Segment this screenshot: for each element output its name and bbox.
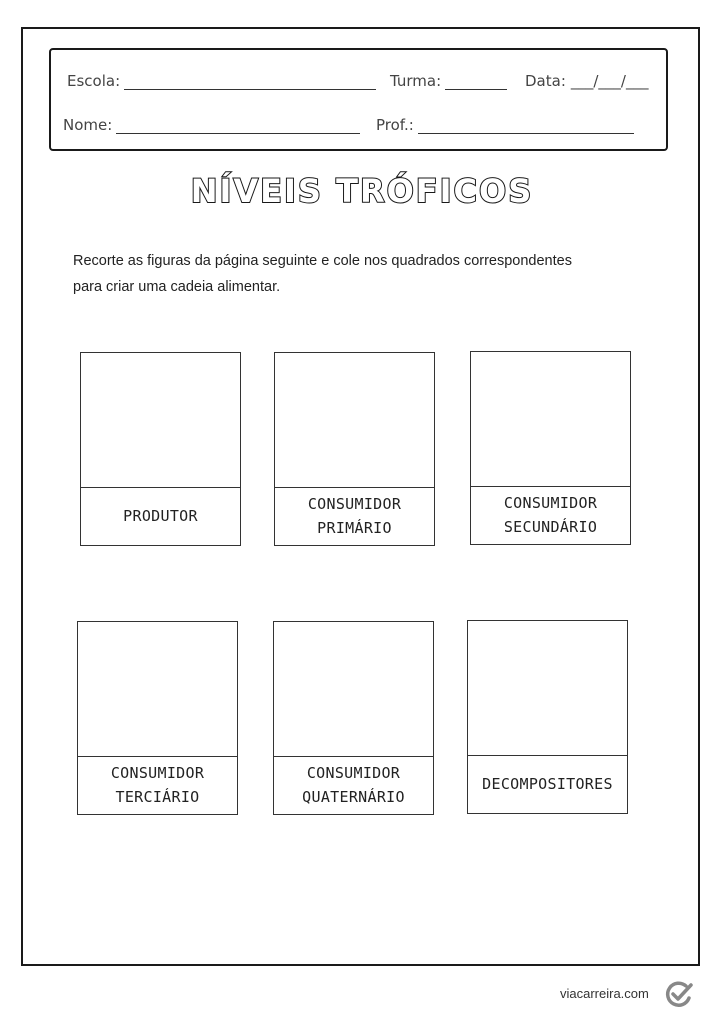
trophic-card-tertiary-consumer[interactable] bbox=[77, 621, 238, 815]
trophic-card-secondary-consumer[interactable] bbox=[470, 351, 631, 545]
teacher-label: Prof.: bbox=[376, 116, 414, 134]
trophic-card-decomposers[interactable] bbox=[467, 620, 628, 814]
name-label: Nome: bbox=[63, 116, 113, 134]
paste-area[interactable] bbox=[471, 352, 630, 487]
card-label: CONSUMIDOR QUATERNÁRIO bbox=[302, 764, 405, 806]
school-blank-line[interactable] bbox=[124, 75, 376, 90]
school-field[interactable] bbox=[67, 72, 376, 90]
class-field[interactable] bbox=[390, 72, 507, 90]
footer-brand-text: viacarreira.com bbox=[560, 986, 649, 1001]
card-label: CONSUMIDOR TERCIÁRIO bbox=[110, 764, 205, 806]
teacher-blank-line[interactable] bbox=[418, 119, 634, 134]
card-label: DECOMPOSITORES bbox=[482, 775, 613, 793]
header-form bbox=[49, 48, 668, 151]
date-field[interactable] bbox=[525, 72, 648, 90]
trophic-card-primary-consumer[interactable] bbox=[274, 352, 435, 546]
name-blank-line[interactable] bbox=[116, 119, 360, 134]
trophic-card-quaternary-consumer[interactable] bbox=[273, 621, 434, 815]
paste-area[interactable] bbox=[275, 353, 434, 488]
school-label: Escola: bbox=[67, 72, 121, 90]
paste-area[interactable] bbox=[81, 353, 240, 488]
card-label: PRODUTOR bbox=[123, 507, 198, 525]
teacher-field[interactable] bbox=[376, 116, 634, 134]
class-blank-line[interactable] bbox=[445, 75, 507, 90]
class-label: Turma: bbox=[390, 72, 442, 90]
trophic-card-producer[interactable] bbox=[80, 352, 241, 546]
paste-area[interactable] bbox=[274, 622, 433, 757]
paste-area[interactable] bbox=[468, 621, 627, 756]
page-title: NÍVEIS TRÓFICOS bbox=[190, 172, 534, 210]
checkmark-logo-icon bbox=[664, 979, 694, 1009]
card-label: CONSUMIDOR SECUNDÁRIO bbox=[503, 494, 598, 536]
date-label: Data: bbox=[525, 72, 566, 90]
paste-area[interactable] bbox=[78, 622, 237, 757]
name-field[interactable] bbox=[63, 116, 360, 134]
instructions-text: Recorte as figuras da página seguinte e cole nos quadrados correspondentes para criar uma cadeia alimentar. bbox=[73, 253, 572, 295]
card-label: CONSUMIDOR PRIMÁRIO bbox=[307, 495, 402, 537]
date-blank[interactable]: ___/___/___ bbox=[570, 72, 649, 90]
